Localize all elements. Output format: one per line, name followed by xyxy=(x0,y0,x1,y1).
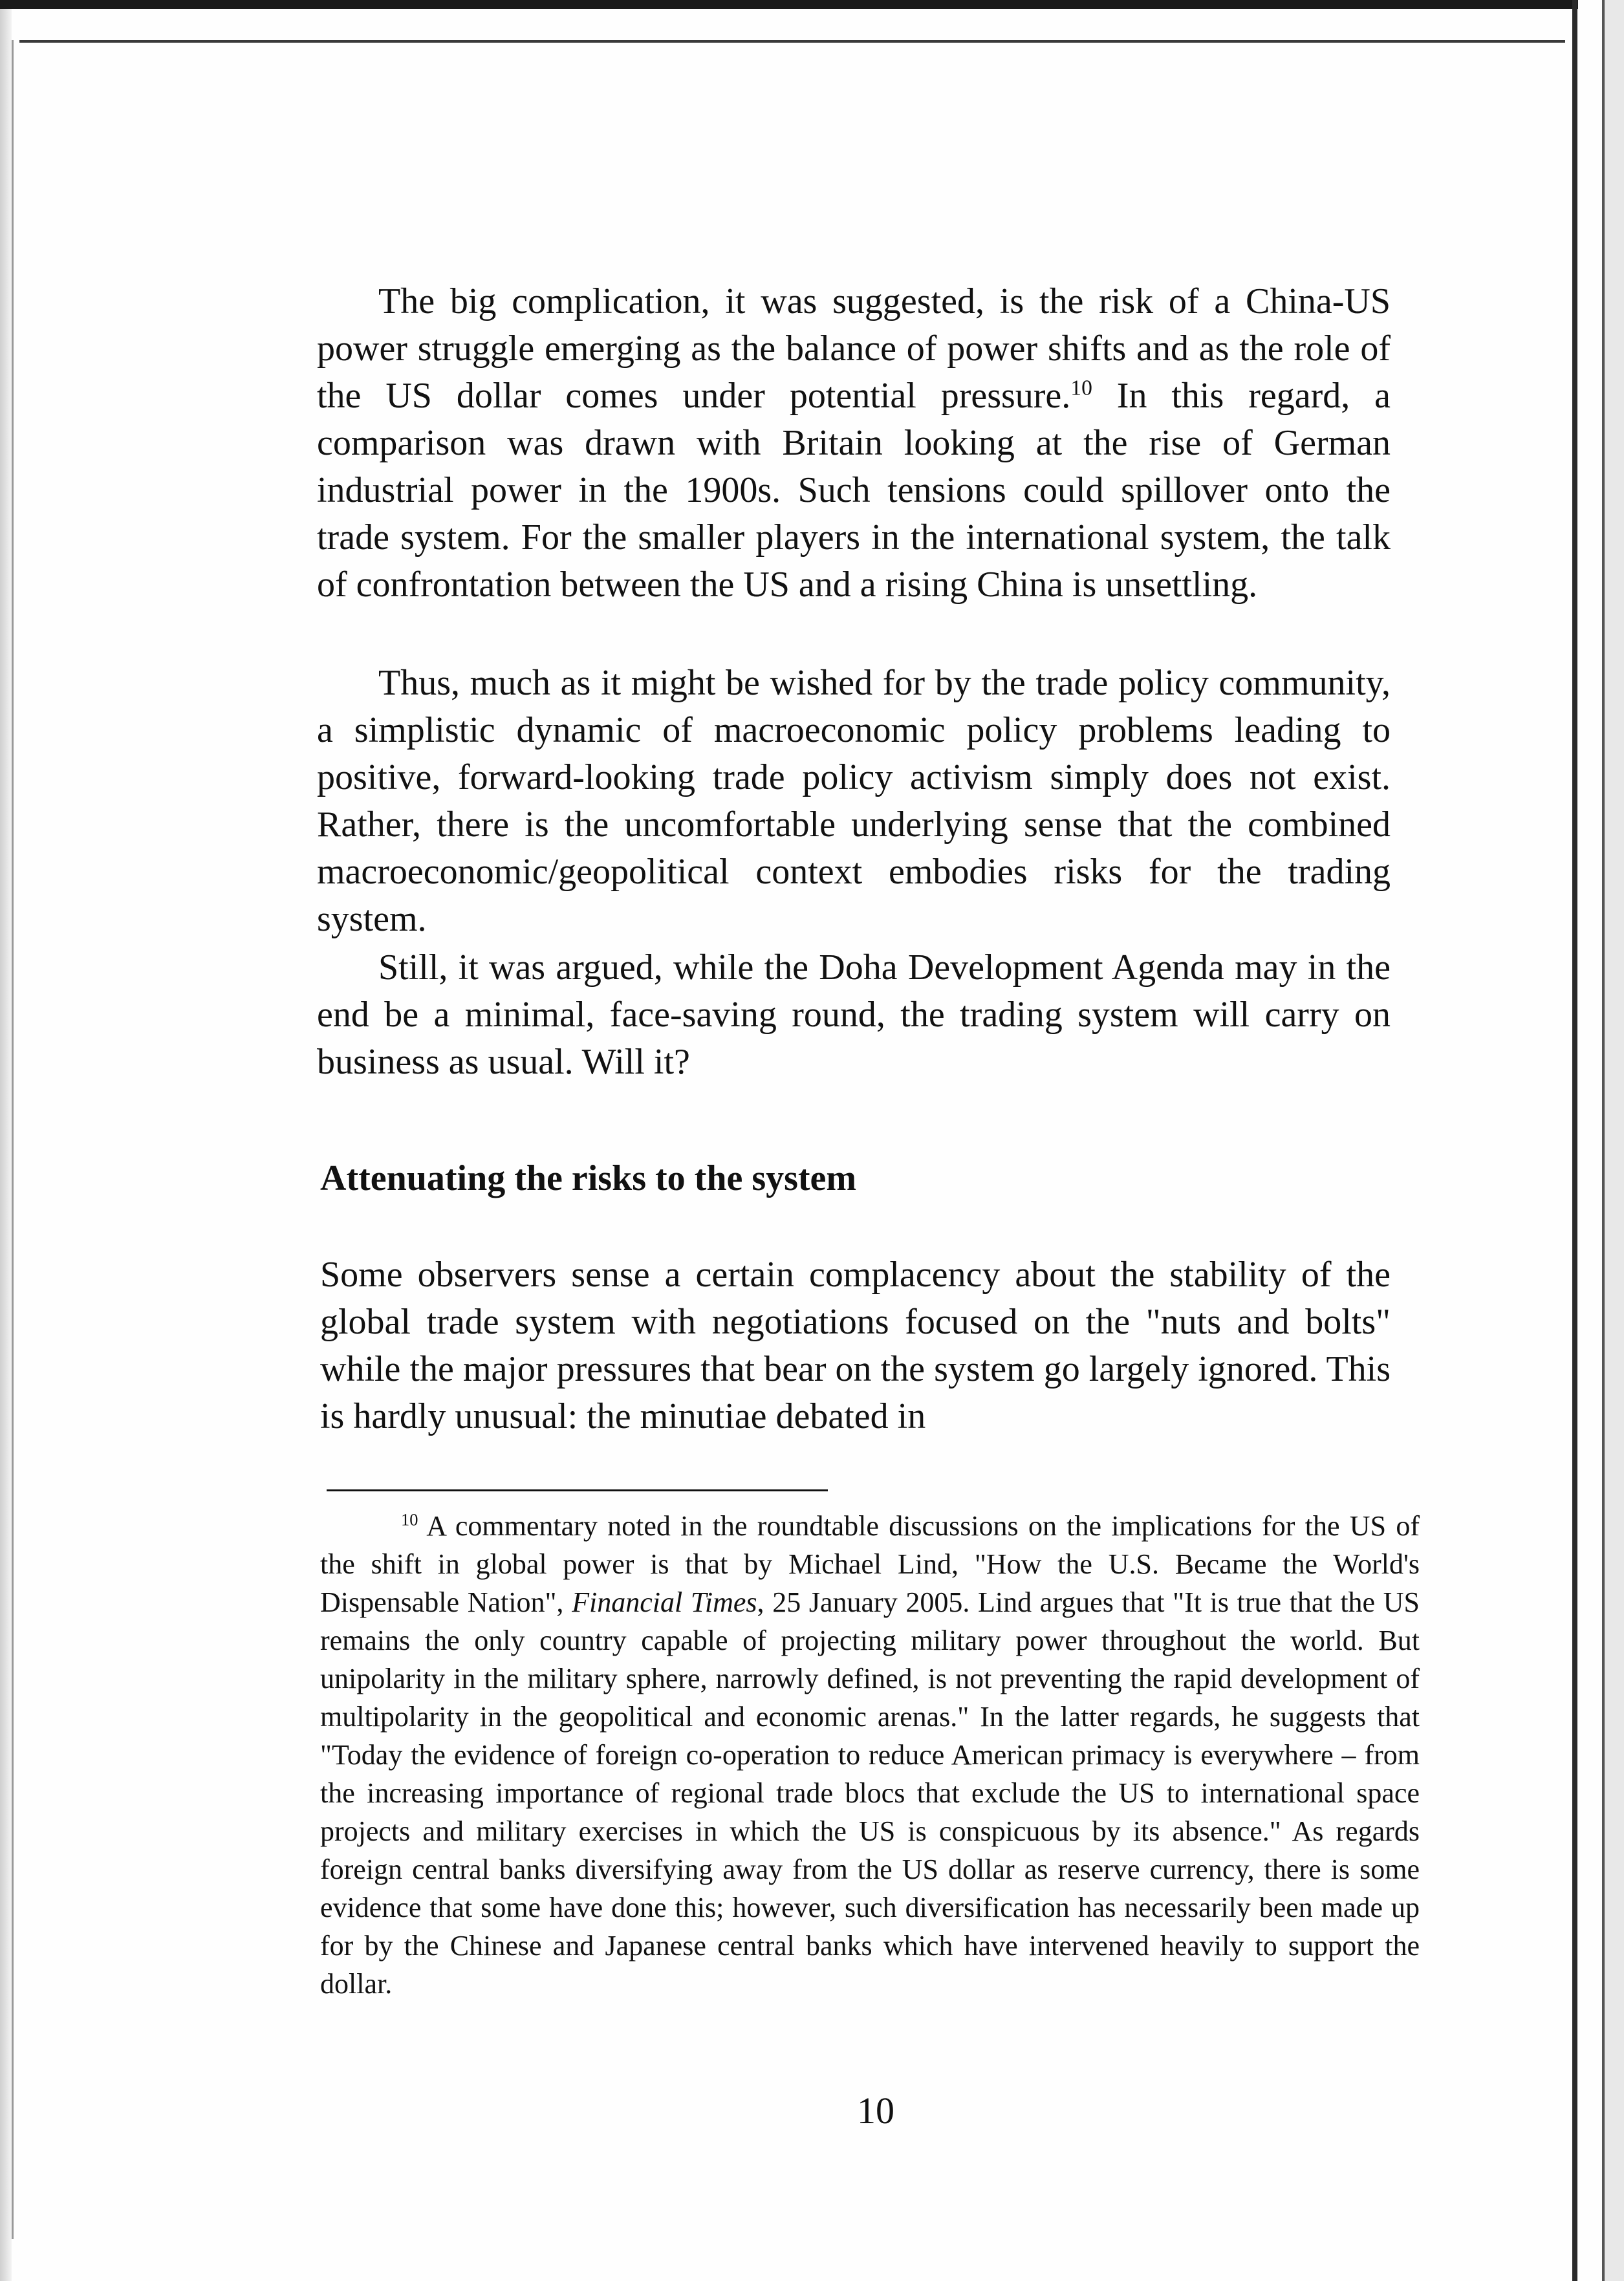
paragraph-2-text: Thus, much as it might be wished for by the trade policy community, a simplistic dynamic of macroeconomic policy problems leading to positive, forward-looking trade policy activism simply does not exist. Rather, there is the uncomfortable underlying sense that the combined macroeconomic/geopolitical context embodies risks for the trading system. xyxy=(317,663,1391,939)
footnote-source: Financial Times xyxy=(572,1586,757,1618)
paragraph-1-text-b: In this regard, a comparison was drawn with Britain looking at the rise of German industrial power in the 1900s. Such tensions could spillover onto the trade system. For the smaller players in the international system, the talk of confrontation between the US and a rising China is unsettling. xyxy=(317,376,1391,605)
scan-left-edge xyxy=(0,0,12,2281)
footnote-10 xyxy=(320,1507,1420,2003)
footnote-reference: 10 xyxy=(1070,376,1092,400)
scan-right-margin xyxy=(1605,0,1624,2281)
page-number: 10 xyxy=(857,2090,894,2132)
scan-right-border xyxy=(1572,0,1577,2281)
paragraph-4-text: Some observers sense a certain complacency about the stability of the global trade system with negotiations focused on the "nuts and bolts" while the major pressures that bear on the system go largely ignored. This is hardly unusual: the minutiae debated in xyxy=(320,1255,1391,1436)
footnote-number: 10 xyxy=(401,1509,418,1530)
scan-right-rule xyxy=(1602,0,1605,2281)
paragraph-3-text: Still, it was argued, while the Doha Development Agenda may in the end be a minimal, face-saving round, the trading system will carry on business as usual. Will it? xyxy=(317,947,1391,1082)
body-paragraph-1 xyxy=(317,278,1391,609)
footnote-text-a: A commentary noted in the roundtable discussions on the implications for the US of the shift in global power is that by Michael Lind, "How the U.S. Became the World's Dispensable Nation", xyxy=(320,1510,1420,1618)
section-heading: Attenuating the risks to the system xyxy=(320,1158,857,1198)
body-paragraph-4 xyxy=(320,1251,1391,1440)
body-paragraph-3 xyxy=(317,944,1391,1086)
body-paragraph-2 xyxy=(317,660,1391,943)
scan-top-border xyxy=(0,0,1578,9)
footnote-text-b: , 25 January 2005. Lind argues that "It is true that the US remains the only country capable of projecting military power throughout the world. But unipolarity in the military sphere, narrowly defined, is not preventing the rapid development of multipolarity in the geopolitical and economic arenas." In the latter regards, he suggests that "Today the evidence of foreign co-operation to reduce American primacy is everywhere – from the increasing importance of regional trade blocs that exclude the US to international space projects and military exercises in which the US is conspicuous by its absence." As regards foreign central banks diversifying away from the US dollar as reserve currency, there is some evidence that some have done this; however, such diversification has necessarily been made up for by the Chinese and Japanese central banks which have intervened heavily to support the dollar. xyxy=(320,1586,1420,2000)
footnote-divider xyxy=(327,1489,828,1491)
scan-top-rule xyxy=(19,40,1565,43)
scan-left-line xyxy=(12,40,14,2239)
paragraph-1-text-a: The big complication, it was suggested, is the risk of a China-US power struggle emerging as the balance of power shifts and as the role of the US dollar comes under potential pressure. xyxy=(317,281,1391,416)
